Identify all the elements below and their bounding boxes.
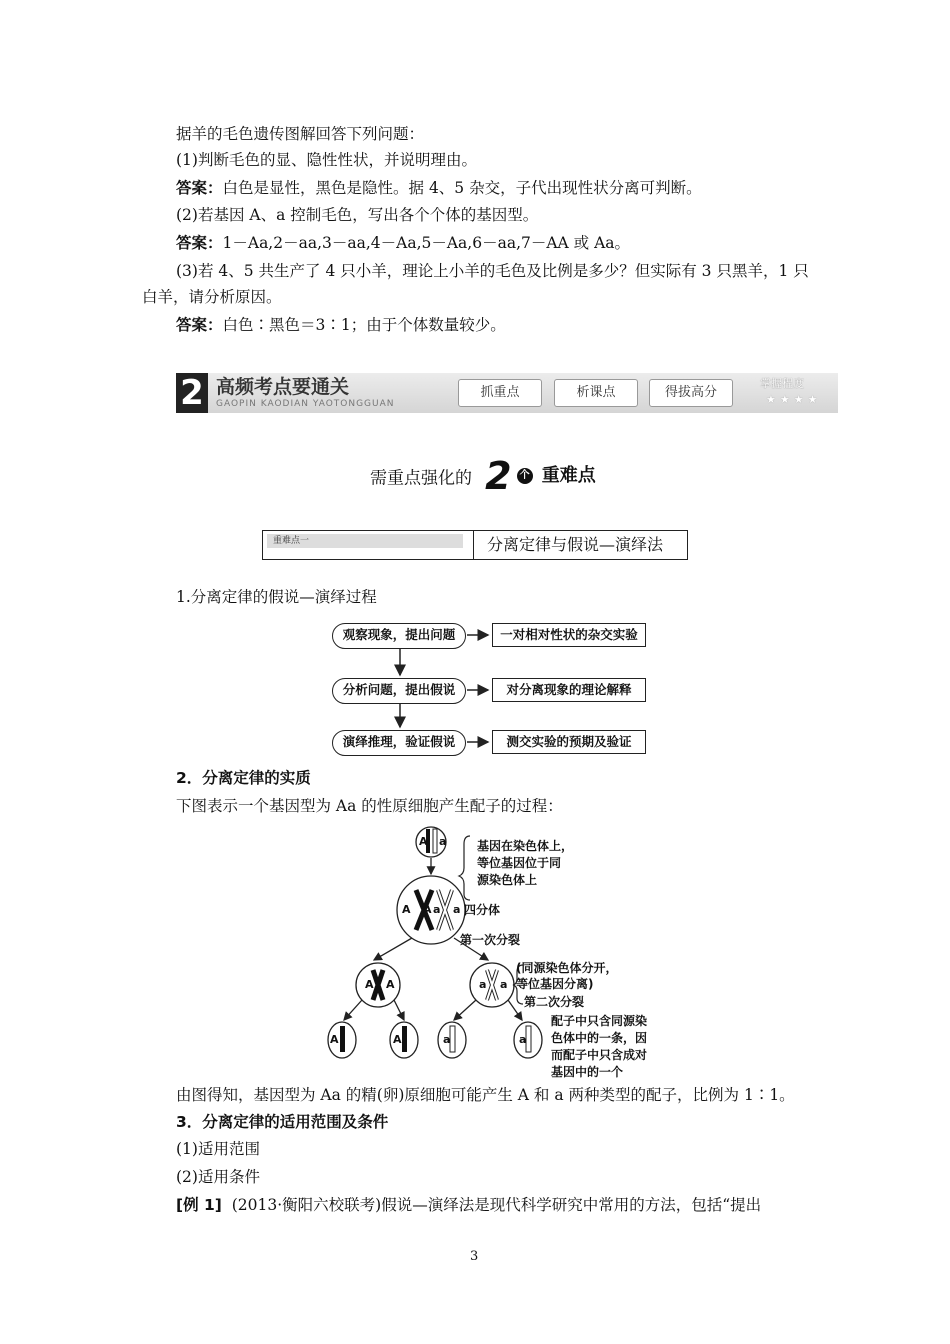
answer-label: 答案： [176,315,223,334]
example-text: 假说—演绎法是现代科学研究中常用的方法，包括“提出 [381,1196,762,1214]
gene-A-l1: A [365,978,374,991]
note1-line1: 基因在染色体上， [477,839,574,853]
key-heading [370,456,596,496]
mastery-stars: ★★★★ [766,393,822,406]
chromosome-light [433,829,437,853]
item1-title: 1.分离定律的假说—演绎过程 [176,588,377,606]
bracket-1 [459,836,470,900]
gene-a-r1: a [479,978,487,991]
gene-A-t1: A [402,903,411,916]
answer-3 [176,315,506,335]
keypoint-title: 分离定律与假说—演绎法 [487,535,664,554]
answer-text: 白色∶黑色＝3∶1；由于个体数量较少。 [222,316,506,334]
gene-A-top: A [419,835,428,848]
note3-line1: 配子中只含同源染 [551,1014,648,1028]
gamete-label-A2: A [393,1033,402,1046]
heading-unit: 个 [517,468,533,484]
flow-step-2: 分析问题，提出假说 [332,678,466,704]
question-2: (2)若基因 A、a 控制毛色，写出各个个体的基因型。 [176,206,539,224]
tab-high-score[interactable]: 得拔高分 [649,379,733,407]
tab-key-points[interactable]: 抓重点 [458,379,542,407]
heading-suffix: 重难点 [541,465,596,486]
flow-result-3: 测交实验的预期及验证 [492,730,646,754]
item2-desc: 下图表示一个基因型为 Aa 的性原细胞产生配子的过程： [176,797,563,815]
intro-question: 据羊的毛色遗传图解回答下列问题： [176,125,425,143]
branch-ll [344,1000,362,1020]
answer-label: 答案： [176,233,223,252]
gene-a-r2: a [500,978,508,991]
note3-line3: 而配子中只含成对 [551,1048,648,1062]
section-banner [176,373,838,413]
item3-title: 3．分离定律的适用范围及条件 [176,1113,389,1131]
answer-1 [176,178,702,198]
section-title: 高频考点要通关 [216,376,350,398]
gamete-label-A1: A [330,1033,339,1046]
keypoint-divider [473,531,474,559]
note2-line2: 等位基因分离) [516,977,594,991]
keypoint-label: 重难点一 [267,534,463,548]
note1-line3: 源染色体上 [477,873,538,887]
answer-text: 白色是显性，黑色是隐性。据 4、5 杂交，子代出现性状分离可判断。 [222,179,702,197]
gamete-label-a2: a [519,1033,527,1046]
question-3-line2: 白羊，请分析原因。 [142,288,282,306]
example-label: [例 1] [176,1196,222,1214]
item3-sub1: (1)适用范围 [176,1140,260,1158]
answer-text: 1－Aa,2－aa,3－aa,4－Aa,5－Aa,6－aa,7－AA 或 Aa。 [222,234,631,252]
gamete-label-a1: a [443,1033,451,1046]
flow-result-2: 对分离现象的理论解释 [492,678,646,702]
item2-title: 2．分离定律的实质 [176,769,311,787]
keypoint-box [262,530,688,560]
tetrad-label: 四分体 [464,903,501,917]
branch-lr [394,1000,404,1020]
branch-rl [454,1000,476,1020]
gene-a-t2: a [453,903,461,916]
example-1 [176,1195,761,1215]
item3-sub2: (2)适用条件 [176,1168,260,1186]
branch-left [374,938,412,960]
mastery-label: 掌握程度 [760,377,804,390]
second-division-label: 第二次分裂 [524,995,585,1009]
note2-line1: (同源染色体分开， [516,961,618,975]
gene-A-t2: A [423,903,432,916]
question-3-line1: (3)若 4、5 共生产了 4 只小羊，理论上小羊的毛色及比例是多少？但实际有 3 只黑羊，1 只 [176,262,809,280]
question-1: (1)判断毛色的显、隐性性状，并说明理由。 [176,151,477,169]
heading-prefix: 需重点强化的 [370,468,472,489]
flow-result-1: 一对相对性状的杂交实验 [492,623,646,647]
gene-a-t1: a [433,903,441,916]
answer-label: 答案： [176,178,223,197]
gene-A-l2: A [386,978,395,991]
page-number: 3 [470,1249,479,1264]
flow-step-1: 观察现象，提出问题 [332,623,466,649]
first-division-label: 第一次分裂 [460,933,521,947]
gene-a-top: a [439,835,447,848]
heading-number: 2 [485,454,512,498]
flow-step-3: 演绎推理，验证假说 [332,730,466,756]
note1-line2: 等位基因位于同 [477,856,562,870]
answer-2 [176,233,630,253]
section-subtitle: GAOPIN KAODIAN YAOTONGGUAN [216,399,395,409]
section-number: 2 [176,373,208,413]
note3-line2: 色体中的一条，因 [551,1031,648,1045]
example-source: (2013·衡阳六校联考) [231,1196,382,1214]
item2-conclusion: 由图得知，基因型为 Aa 的精(卵)原细胞可能产生 A 和 a 两种类型的配子，比例为 1∶1。 [176,1086,795,1104]
note3-line4: 基因中的一个 [551,1065,624,1079]
tab-lesson-analysis[interactable]: 析课点 [554,379,638,407]
